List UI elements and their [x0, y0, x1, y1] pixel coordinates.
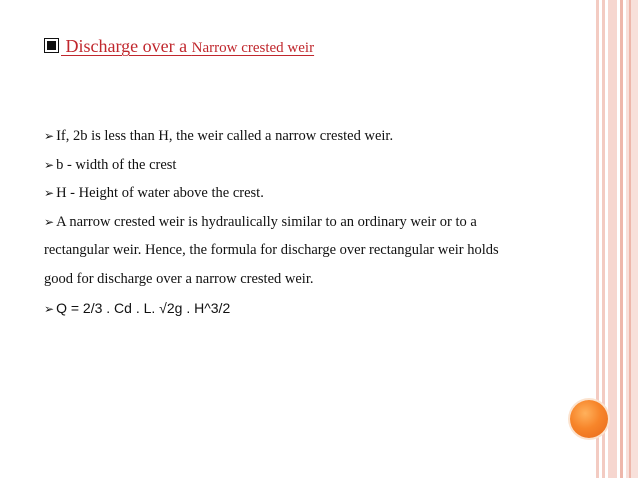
- bullet-text: H - Height of water above the crest.: [56, 185, 264, 202]
- formula-text: Q = 2/3 . Cd . L. √2g . H^3/2: [56, 299, 231, 316]
- title-subject: Narrow crested weir: [191, 40, 315, 56]
- checkbox-bullet-icon: [44, 38, 59, 53]
- arrow-bullet-icon: ➢: [44, 301, 55, 316]
- bullet-text: A narrow crested weir is hydraulically similar to an ordinary weir or to a: [56, 213, 477, 230]
- bullet-line-3: [44, 179, 574, 208]
- bullet-line-2: [44, 151, 574, 180]
- arrow-bullet-icon: ➢: [44, 129, 55, 143]
- arrow-bullet-icon: ➢: [44, 214, 55, 229]
- bullet-text: If, 2b is less than H, the weir called a narrow crested weir.: [56, 128, 394, 144]
- bullet-text: b - width of the crest: [56, 156, 177, 173]
- decorative-orange-circle: [570, 400, 608, 438]
- formula-line: [44, 294, 574, 324]
- arrow-bullet-icon: ➢: [44, 157, 55, 172]
- title-main: Discharge over a: [61, 36, 192, 56]
- bullet-line-1: [44, 122, 574, 151]
- slide-body: [44, 122, 574, 323]
- bullet-line-4: [44, 208, 574, 237]
- slide-title: [44, 36, 314, 57]
- continuation-line-1: rectangular weir. Hence, the formula for discharge over rectangular weir holds: [44, 242, 499, 259]
- arrow-bullet-icon: ➢: [44, 186, 55, 201]
- continuation-line-2: good for discharge over a narrow crested weir.: [44, 270, 314, 287]
